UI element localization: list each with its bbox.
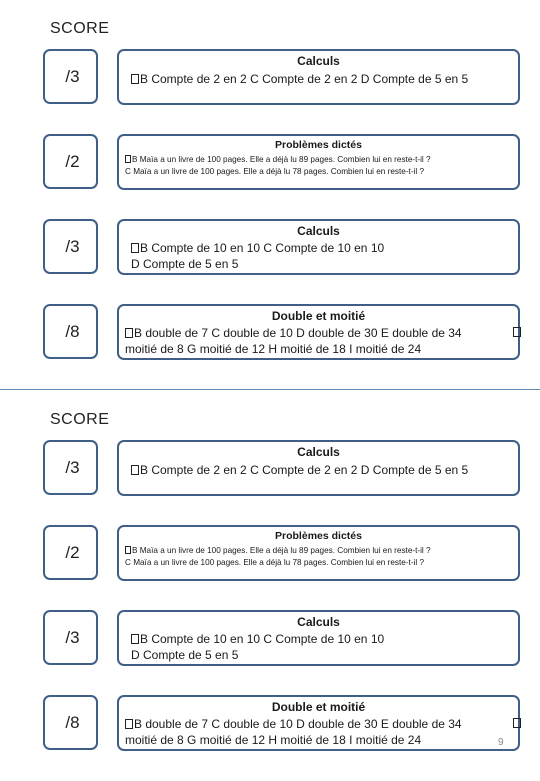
score-section-1 bbox=[0, 0, 540, 390]
task-line: B Compte de 2 en 2 C Compte de 2 en 2 D Compte de 5 en 5 bbox=[131, 72, 468, 86]
task-title: Double et moitié bbox=[271, 309, 366, 323]
score-value: /3 bbox=[65, 627, 80, 647]
score-heading: SCORE bbox=[50, 20, 110, 37]
score-box-problemes bbox=[43, 525, 98, 580]
score-heading: SCORE bbox=[50, 411, 110, 428]
task-title: Calculs bbox=[297, 224, 340, 238]
missing-glyph-icon bbox=[131, 243, 139, 253]
task-title: Calculs bbox=[297, 615, 340, 629]
task-box-problemes bbox=[117, 134, 520, 190]
task-line: B Maïa a un livre de 100 pages. Elle a déjà lu 89 pages. Combien lui en reste-t-il ? bbox=[125, 546, 431, 555]
missing-glyph-icon bbox=[131, 634, 139, 644]
score-section-2 bbox=[0, 391, 540, 781]
task-line: B Compte de 10 en 10 C Compte de 10 en 10 bbox=[131, 632, 384, 646]
task-line: B Maïa a un livre de 100 pages. Elle a déjà lu 89 pages. Combien lui en reste-t-il ? bbox=[125, 155, 431, 164]
task-box-double bbox=[117, 695, 520, 751]
task-title: Double et moitié bbox=[271, 700, 366, 714]
missing-glyph-icon bbox=[131, 465, 139, 475]
missing-glyph-icon bbox=[125, 155, 131, 163]
task-box-problemes bbox=[117, 525, 520, 581]
task-line: D Compte de 5 en 5 bbox=[131, 648, 239, 662]
score-box-double bbox=[43, 695, 98, 750]
task-line: moitié de 8 G moitié de 12 H moitié de 18 I moitié de 24 bbox=[125, 733, 422, 747]
task-box-calculs bbox=[117, 49, 520, 105]
score-value: /3 bbox=[65, 457, 80, 477]
score-value: /3 bbox=[65, 66, 80, 86]
missing-glyph-icon bbox=[513, 327, 521, 337]
task-line: B double de 7 C double de 10 D double de 30 E double de 34 bbox=[125, 326, 462, 340]
missing-glyph-icon bbox=[125, 719, 133, 729]
missing-glyph-icon bbox=[125, 328, 133, 338]
task-line: D Compte de 5 en 5 bbox=[131, 257, 239, 271]
score-value: /8 bbox=[65, 712, 80, 732]
missing-glyph-icon bbox=[513, 718, 521, 728]
task-title: Calculs bbox=[297, 445, 340, 459]
task-title: Problèmes dictés bbox=[275, 139, 362, 151]
task-line: B Compte de 2 en 2 C Compte de 2 en 2 D Compte de 5 en 5 bbox=[131, 463, 468, 477]
task-box-calculs bbox=[117, 440, 520, 496]
task-line: C Maïa a un livre de 100 pages. Elle a déjà lu 78 pages. Combien lui en reste-t-il ? bbox=[125, 558, 425, 567]
task-line: moitié de 8 G moitié de 12 H moitié de 18 I moitié de 24 bbox=[125, 342, 422, 356]
score-box-calculs bbox=[43, 440, 98, 495]
score-value: /2 bbox=[65, 151, 80, 171]
task-line: C Maïa a un livre de 100 pages. Elle a déjà lu 78 pages. Combien lui en reste-t-il ? bbox=[125, 167, 425, 176]
missing-glyph-icon bbox=[131, 74, 139, 84]
task-title: Problèmes dictés bbox=[275, 530, 362, 542]
missing-glyph-icon bbox=[125, 546, 131, 554]
score-box-double bbox=[43, 304, 98, 359]
score-box-problemes bbox=[43, 134, 98, 189]
score-value: /8 bbox=[65, 321, 80, 341]
task-box-calculs-2 bbox=[117, 610, 520, 666]
task-line: B double de 7 C double de 10 D double de 30 E double de 34 bbox=[125, 717, 462, 731]
score-value: /3 bbox=[65, 236, 80, 256]
score-box-calculs-2 bbox=[43, 610, 98, 665]
score-box-calculs-2 bbox=[43, 219, 98, 274]
page-number: 9 bbox=[498, 737, 504, 748]
task-box-calculs-2 bbox=[117, 219, 520, 275]
score-box-calculs bbox=[43, 49, 98, 104]
section-divider bbox=[0, 389, 540, 390]
task-title: Calculs bbox=[297, 54, 340, 68]
task-box-double bbox=[117, 304, 520, 360]
score-value: /2 bbox=[65, 542, 80, 562]
task-line: B Compte de 10 en 10 C Compte de 10 en 10 bbox=[131, 241, 384, 255]
